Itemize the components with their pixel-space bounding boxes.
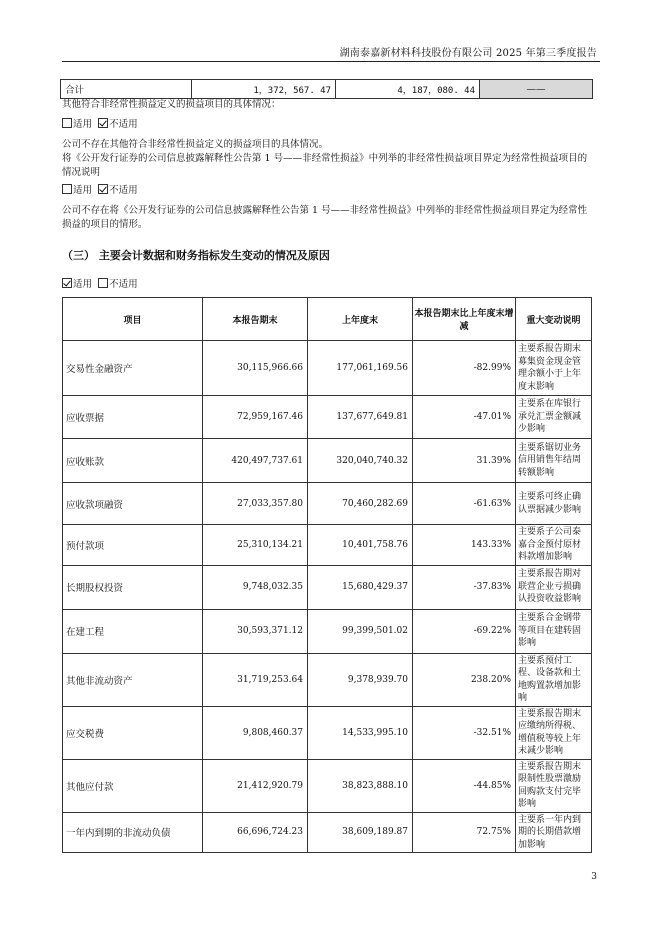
section-title: （三） 主要会计数据和财务指标发生变动的情况及原因 [62, 249, 330, 262]
row-change: 143.33% [413, 525, 516, 566]
row-prior: 99,399,501.02 [308, 609, 413, 653]
row-item: 其他应付款 [63, 759, 203, 812]
row-item: 应收款项融资 [63, 483, 203, 525]
row-current: 9,748,032.35 [203, 565, 308, 609]
row-current: 27,033,357.80 [203, 483, 308, 525]
table-row [63, 565, 592, 609]
row-prior: 38,609,189.87 [308, 812, 413, 853]
report-header-title: 湖南泰嘉新材料科技股份有限公司 2025 年第三季度报告 [339, 48, 597, 59]
row-prior: 14,533,995.10 [308, 706, 413, 759]
row-change: 238.20% [413, 653, 516, 706]
table-row [63, 483, 592, 525]
table-row [63, 525, 592, 566]
total-label: 合计 [61, 80, 192, 99]
choice-applicable: 适用 [73, 119, 93, 130]
para-other-items: 其他符合非经常性损益定义的损益项目的具体情况： [62, 99, 281, 110]
row-reason: 主要系报告期末募集资金现金管理余额小于上年度末影响 [516, 341, 592, 396]
table-row [63, 653, 592, 706]
row-reason: 主要系子公司泰嘉合金预付原材料款增加影响 [516, 525, 592, 566]
choice-applicable: 适用 [73, 279, 93, 290]
col-header-current: 本报告期末 [203, 298, 308, 341]
choice-applicable: 适用 [73, 185, 93, 196]
row-prior: 177,061,169.56 [308, 341, 413, 396]
table-body [63, 341, 592, 853]
row-prior: 70,460,282.69 [308, 483, 413, 525]
row-current: 21,412,920.79 [203, 759, 308, 812]
row-item: 应收账款 [63, 439, 203, 483]
row-change: -44.85% [413, 759, 516, 812]
row-item: 在建工程 [63, 609, 203, 653]
table-row [63, 812, 592, 853]
total-table [60, 79, 593, 99]
table-row [63, 439, 592, 483]
col-header-reason: 重大变动说明 [516, 298, 592, 341]
row-reason: 主要系锯切业务信用销售年结周转额影响 [516, 439, 592, 483]
choice-line-3 [62, 278, 138, 292]
row-item: 交易性金融资产 [63, 341, 203, 396]
page-number: 3 [591, 872, 597, 882]
row-item: 其他非流动资产 [63, 653, 203, 706]
row-item: 应交税费 [63, 706, 203, 759]
row-reason: 主要系合金钢带等项目在建转固影响 [516, 609, 592, 653]
row-reason: 主要系报告期对联营企业亏损确认投资收益影响 [516, 565, 592, 609]
row-reason: 主要系可终止确认票据减少影响 [516, 483, 592, 525]
row-reason: 主要系一年内到期的长期借款增加影响 [516, 812, 592, 853]
para-reclassification: 将《公开发行证券的公司信息披露解释性公告第 1 号——非经常性损益》中列举的非经常性损益项目界定为经常性损益项目的情况说明 [62, 153, 588, 178]
checkbox-checked-icon [62, 278, 72, 288]
choice-not-applicable: 不适用 [109, 119, 138, 130]
row-prior: 38,823,888.10 [308, 759, 413, 812]
total-value-3: —— [480, 80, 593, 99]
financial-change-table [62, 297, 592, 853]
row-prior: 320,040,740.32 [308, 439, 413, 483]
row-change: -47.01% [413, 396, 516, 439]
row-current: 420,497,737.61 [203, 439, 308, 483]
row-prior: 9,378,939.70 [308, 653, 413, 706]
checkbox-unchecked-icon [62, 118, 72, 128]
row-current: 31,719,253.64 [203, 653, 308, 706]
total-row [61, 80, 593, 99]
checkbox-checked-icon [98, 118, 108, 128]
table-header-row [63, 298, 592, 341]
header-divider [62, 61, 600, 62]
row-change: -69.22% [413, 609, 516, 653]
col-header-change: 本报告期末比上年度末增减 [413, 298, 516, 341]
total-value-2: 4，187，080. 44 [336, 80, 480, 99]
table-row [63, 759, 592, 812]
choice-not-applicable: 不适用 [109, 185, 138, 196]
row-current: 72,959,167.46 [203, 396, 308, 439]
row-prior: 137,677,649.81 [308, 396, 413, 439]
row-change: 72.75% [413, 812, 516, 853]
para-no-other-items: 公司不存在其他符合非经常性损益定义的损益项目的具体情况。 [62, 139, 329, 150]
row-current: 66,696,724.23 [203, 812, 308, 853]
col-header-item: 项目 [63, 298, 203, 341]
row-prior: 15,680,429.37 [308, 565, 413, 609]
row-item: 应收票据 [63, 396, 203, 439]
row-reason: 主要系预付工程、设备款和土地购置款增加影响 [516, 653, 592, 706]
row-current: 30,115,966.66 [203, 341, 308, 396]
table-row [63, 396, 592, 439]
row-current: 25,310,134.21 [203, 525, 308, 566]
row-change: 31.39% [413, 439, 516, 483]
para-no-reclassification: 公司不存在将《公开发行证券的公司信息披露解释性公告第 1 号——非经常性损益》中列举的非经常性损益项目界定为经常性损益的项目的情形。 [62, 205, 588, 230]
row-change: -32.51% [413, 706, 516, 759]
row-change: -82.99% [413, 341, 516, 396]
row-reason: 主要系报告期末限制性股票激励回购款支付完毕影响 [516, 759, 592, 812]
choice-line-2 [62, 184, 138, 198]
table-row [63, 609, 592, 653]
row-item: 预付款项 [63, 525, 203, 566]
row-current: 9,808,460.37 [203, 706, 308, 759]
row-reason: 主要系在库银行承兑汇票金额减少影响 [516, 396, 592, 439]
checkbox-unchecked-icon [62, 184, 72, 194]
total-value-1: 1，372，567. 47 [192, 80, 336, 99]
table-row [63, 341, 592, 396]
row-change: -37.83% [413, 565, 516, 609]
choice-not-applicable: 不适用 [109, 279, 138, 290]
col-header-prior: 上年度末 [308, 298, 413, 341]
checkbox-checked-icon [98, 184, 108, 194]
row-current: 30,593,371.12 [203, 609, 308, 653]
checkbox-unchecked-icon [98, 278, 108, 288]
row-prior: 10,401,758.76 [308, 525, 413, 566]
table-row [63, 706, 592, 759]
row-reason: 主要系报告期末应缴纳所得税、增值税等较上年末减少影响 [516, 706, 592, 759]
choice-line-1 [62, 118, 138, 132]
row-change: -61.63% [413, 483, 516, 525]
row-item: 长期股权投资 [63, 565, 203, 609]
row-item: 一年内到期的非流动负债 [63, 812, 203, 853]
